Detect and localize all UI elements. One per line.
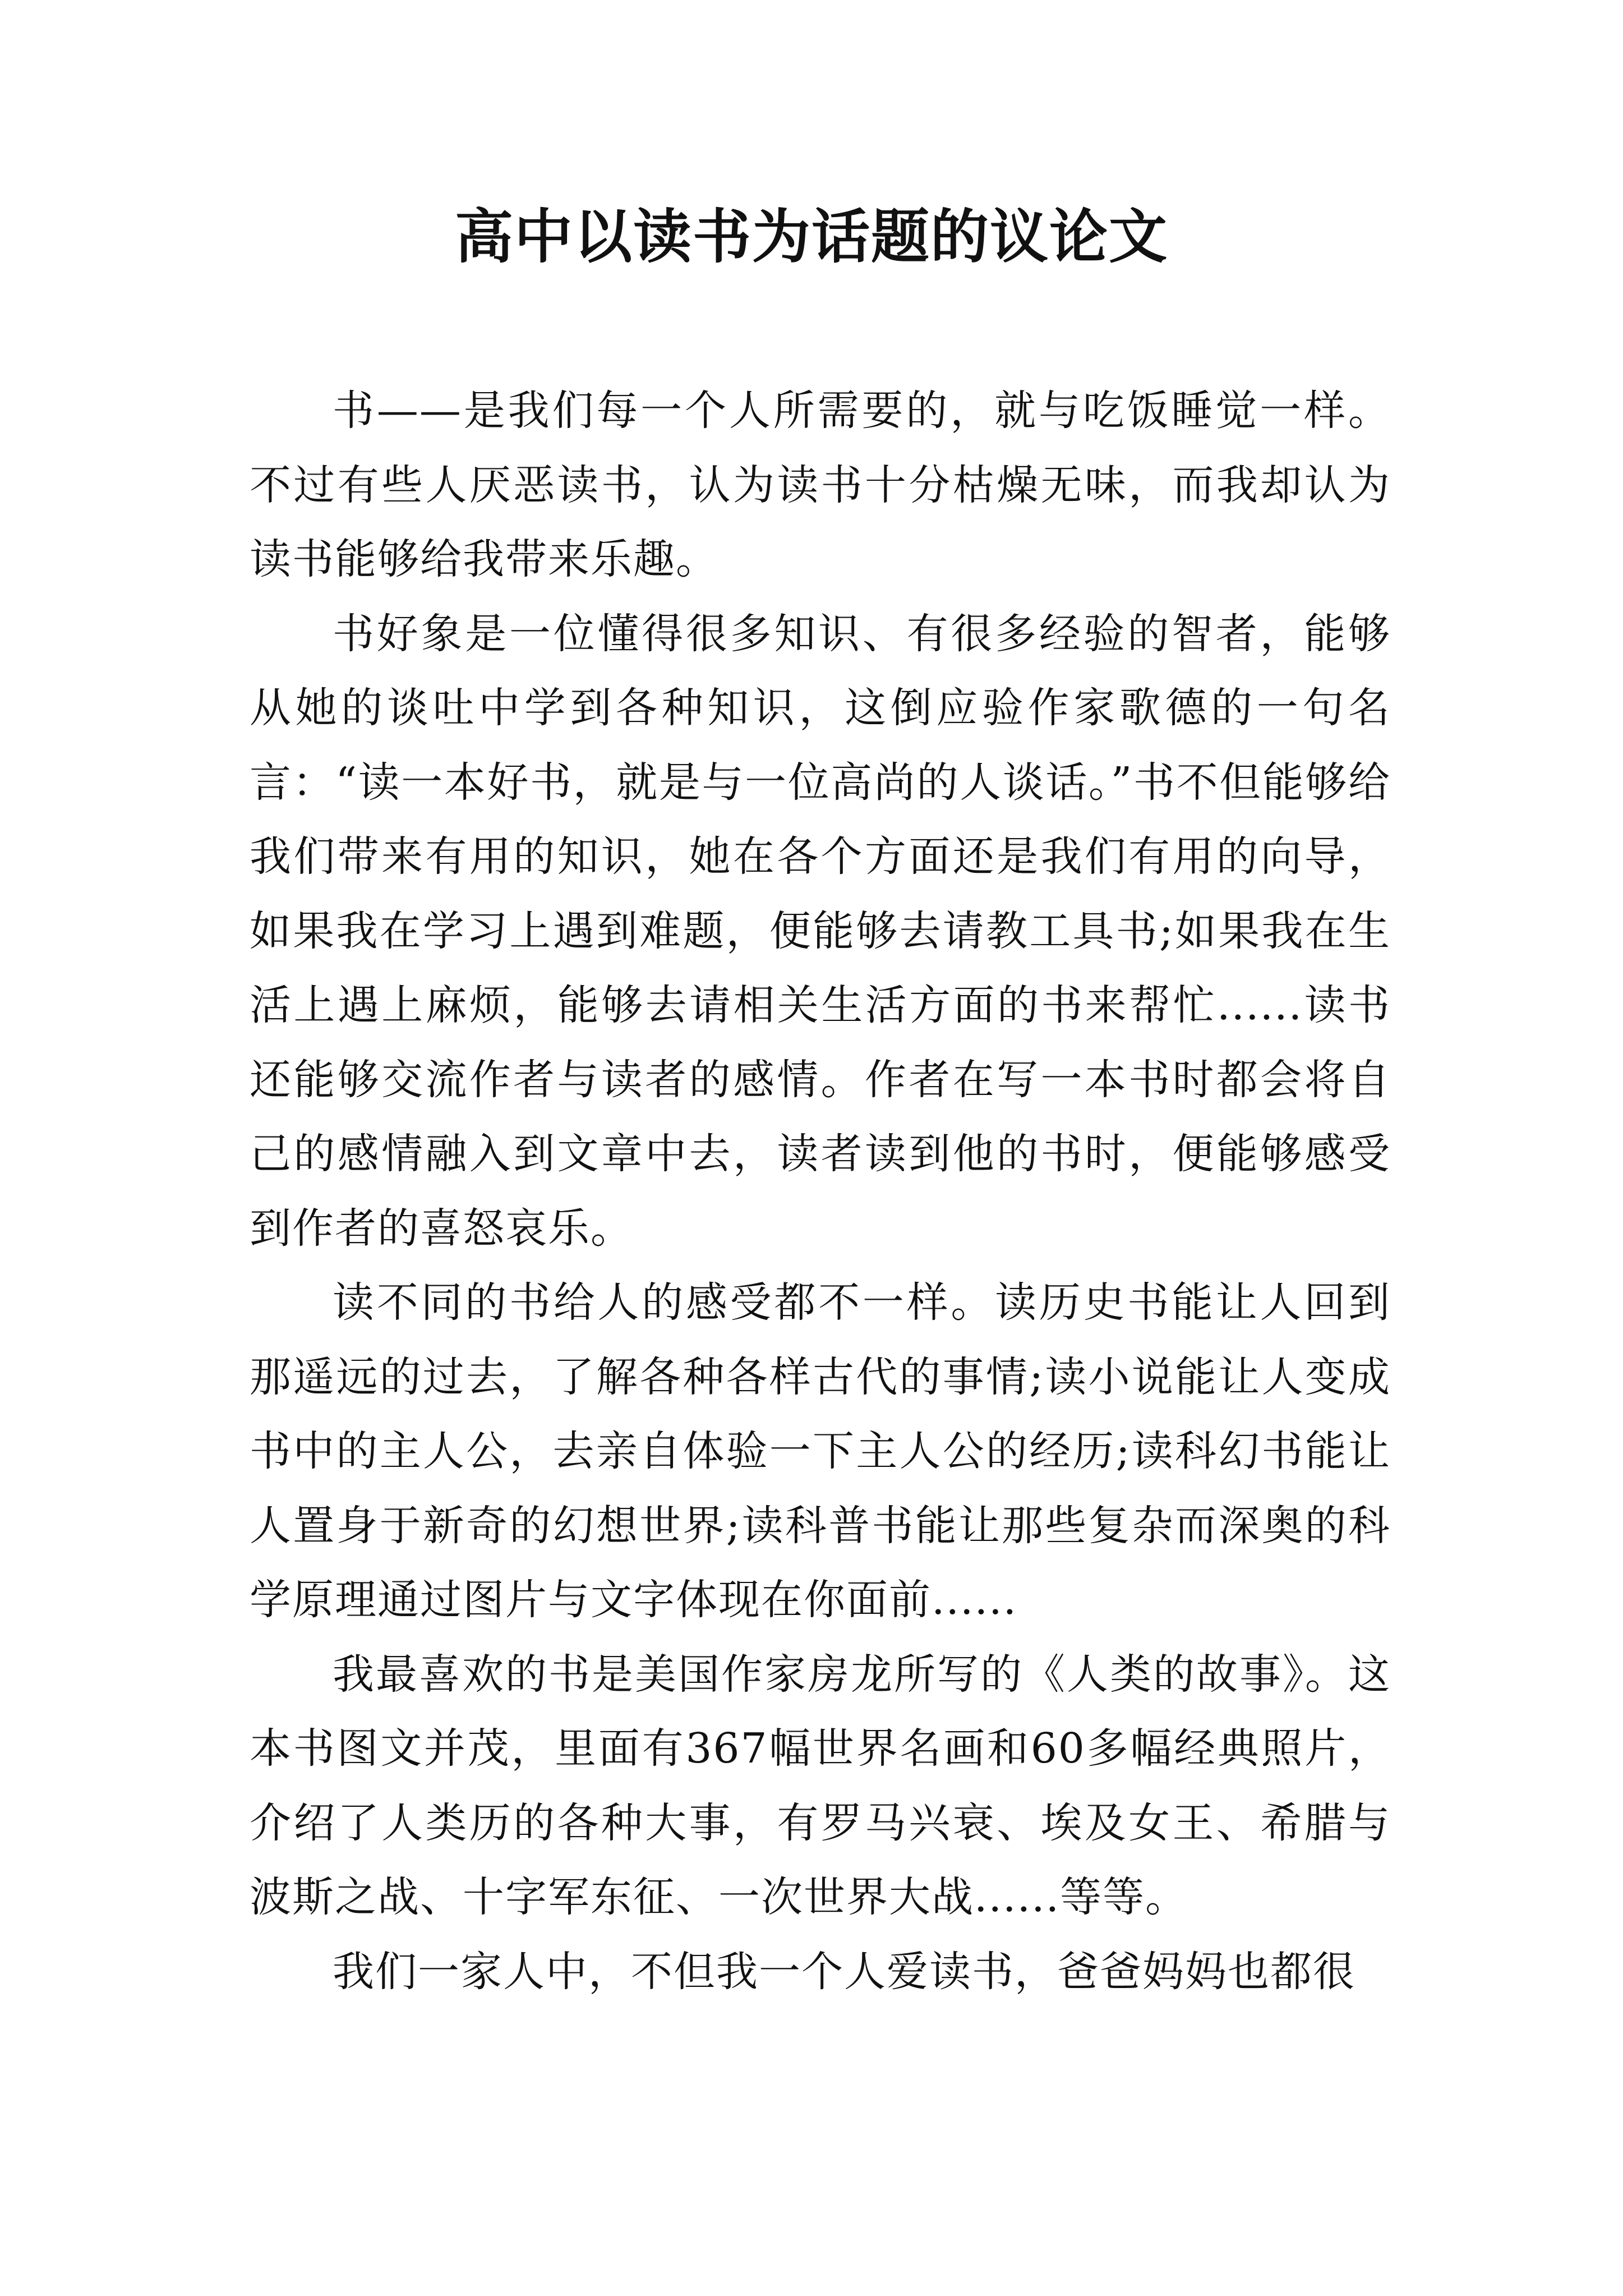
paragraph-2: 书好象是一位懂得很多知识、有很多经验的智者，能够从她的谈吐中学到各种知识，这倒应验作家歌德的一句名言：“读一本好书，就是与一位高尚的人谈话。”书不但能够给我们带来有用的知识，她在各个方面还是我们有用的向导，如果我在学习上遇到难题，便能够去请教工具书;如果我在生活上遇上麻烦，能够去请相关生活方面的书来帮忙......读书还能够交流作者与读者的感情。作者在写一本书时都会将自己的感情融入到文章中去，读者读到他的书时，便能够感受到作者的喜怒哀乐。	[250, 609, 1391, 1253]
paragraph-1: 书——是我们每一个人所需要的，就与吃饭睡觉一样。不过有些人厌恶读书，认为读书十分枯燥无味，而我却认为读书能够给我带来乐趣。	[250, 386, 1391, 583]
document-title: 高中以读书为话题的议论文	[454, 202, 1168, 271]
paragraph-4: 我最喜欢的书是美国作家房龙所写的《人类的故事》。这本书图文并茂，里面有367幅世界名画和60多幅经典照片，介绍了人类历的各种大事，有罗马兴衰、埃及女王、希腊与波斯之战、十字军东征、一次世界大战......等等。	[250, 1650, 1391, 1921]
document-body	[250, 374, 1391, 2009]
paragraph-5: 我们一家人中，不但我一个人爱读书，爸爸妈妈也都很	[333, 1947, 1355, 1996]
paragraph-3: 读不同的书给人的感受都不一样。读历史书能让人回到那遥远的过去，了解各种各样古代的事情;读小说能让人变成书中的主人公，去亲自体验一下主人公的经历;读科幻书能让人置身于新奇的幻想世界;读科普书能让那些复杂而深奥的科学原理通过图片与文字体现在你面前......	[250, 1278, 1391, 1624]
